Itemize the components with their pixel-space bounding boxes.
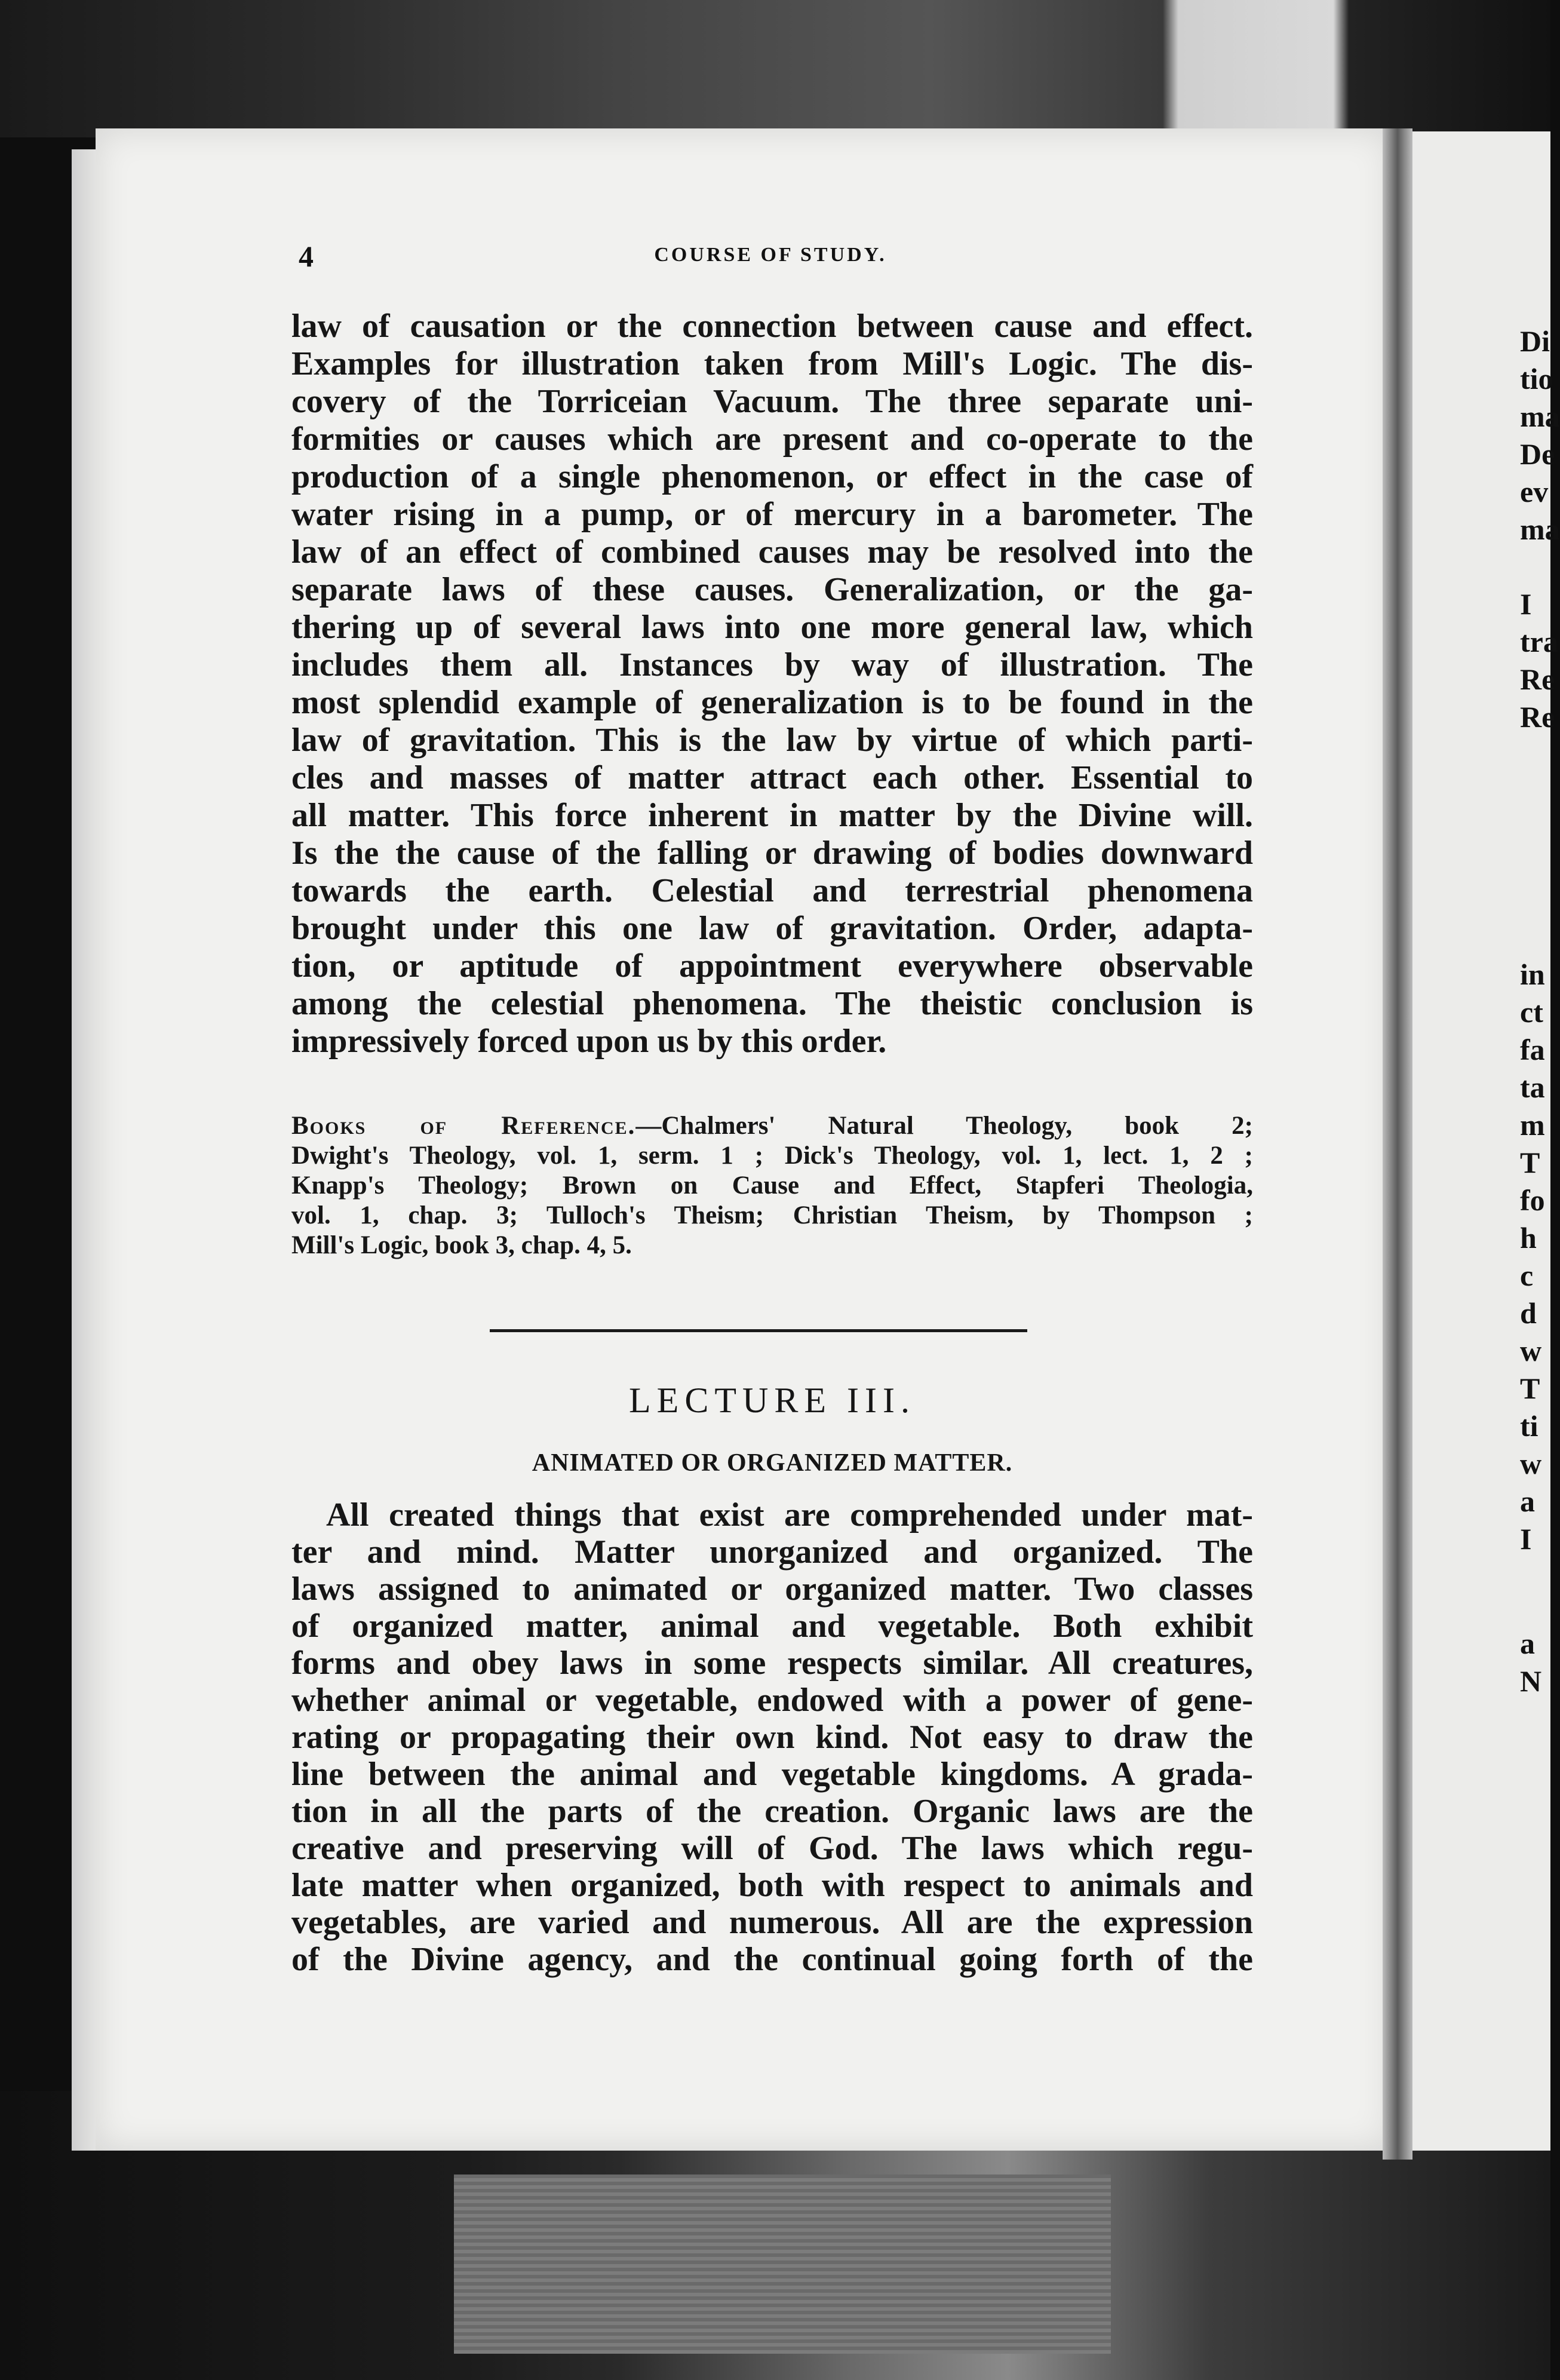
running-head: COURSE OF STUDY. bbox=[654, 244, 887, 266]
references-line: Dwight's Theology, vol. 1, serm. 1 ; Dick's Theology, vol. 1, lect. 1, 2 ; bbox=[291, 1142, 1253, 1170]
text-line: All created things that exist are comprehended under mat- bbox=[326, 1496, 1253, 1533]
next-page-fragment-bottom bbox=[1520, 1625, 1556, 1700]
fragment-text: ti bbox=[1520, 1409, 1538, 1443]
text-line: rating or propagating their own kind. Not easy to draw the bbox=[291, 1719, 1253, 1756]
fragment-text: T bbox=[1520, 1372, 1540, 1405]
text-line: creative and preserving will of God. The laws which regu- bbox=[291, 1830, 1253, 1867]
fragment-text: I bbox=[1520, 587, 1532, 621]
fragment-text: in bbox=[1520, 958, 1545, 991]
text-line: forms and obey laws in some respects similar. All creatures, bbox=[291, 1645, 1253, 1682]
section-divider bbox=[490, 1329, 1027, 1332]
book-gutter bbox=[1383, 128, 1412, 2160]
text-line: vegetables, are varied and numerous. All are the expression bbox=[291, 1904, 1253, 1941]
lecture-paragraph bbox=[291, 1496, 1253, 1978]
next-page-fragment-top bbox=[1520, 323, 1560, 548]
text-line: late matter when organized, both with respect to animals and bbox=[291, 1867, 1253, 1904]
references-line: vol. 1, chap. 3; Tulloch's Theism; Christian Theism, by Thompson ; bbox=[291, 1201, 1253, 1229]
fragment-text: m bbox=[1520, 1108, 1545, 1142]
text-line: water rising in a pump, or of mercury in a barometer. The bbox=[291, 496, 1253, 533]
scan-background-top bbox=[0, 0, 1550, 137]
fragment-text: d bbox=[1520, 1296, 1537, 1330]
fragment-text: fo bbox=[1520, 1183, 1545, 1217]
fragment-text: fa bbox=[1520, 1033, 1545, 1066]
next-page-fragment-middle bbox=[1520, 585, 1556, 736]
text-line: tion, or aptitude of appointment everywhere observable bbox=[291, 947, 1253, 984]
text-line: law of gravitation. This is the law by virtue of which parti- bbox=[291, 722, 1253, 759]
text-line: Is the the cause of the falling or drawing of bodies downward bbox=[291, 835, 1253, 872]
text-line: laws assigned to animated or organized matter. Two classes bbox=[291, 1571, 1253, 1608]
text-line: tion in all the parts of the creation. Organic laws are the bbox=[291, 1793, 1253, 1830]
scan-background-strip bbox=[454, 2174, 1111, 2354]
fragment-text: c bbox=[1520, 1259, 1534, 1292]
text-line: law of an effect of combined causes may be resolved into the bbox=[291, 533, 1253, 571]
text-line: towards the earth. Celestial and terrestrial phenomena bbox=[291, 872, 1253, 909]
text-line: of the Divine agency, and the continual going forth of the bbox=[291, 1941, 1253, 1978]
references-line: Mill's Logic, book 3, chap. 4, 5. bbox=[291, 1231, 632, 1259]
text-line: separate laws of these causes. Generalization, or the ga- bbox=[291, 571, 1253, 608]
text-line: law of causation or the connection between cause and effect. bbox=[291, 308, 1253, 345]
text-line: all matter. This force inherent in matter by the Divine will. bbox=[291, 797, 1253, 834]
text-line: line between the animal and vegetable kingdoms. A grada- bbox=[291, 1756, 1253, 1793]
lecture-title: LECTURE III. bbox=[629, 1381, 916, 1420]
text-line: cles and masses of matter attract each other. Essential to bbox=[291, 759, 1253, 796]
text-line: includes them all. Instances by way of illustration. The bbox=[291, 646, 1253, 683]
fragment-text: tra bbox=[1520, 625, 1558, 658]
text-line: covery of the Torriceian Vacuum. The three separate uni- bbox=[291, 383, 1253, 420]
page-header bbox=[299, 239, 1242, 275]
text-line: production of a single phenomenon, or effect in the case of bbox=[291, 458, 1253, 495]
text-line: most splendid example of generalization is to be found in the bbox=[291, 684, 1253, 721]
fragment-text: De bbox=[1520, 437, 1555, 471]
references-line: —Chalmers' Natural Theology, book 2; bbox=[635, 1112, 1253, 1140]
page-number: 4 bbox=[299, 240, 314, 273]
lecture-subtitle: ANIMATED OR ORGANIZED MATTER. bbox=[532, 1449, 1013, 1477]
references-block bbox=[291, 1111, 1253, 1260]
text-line: among the celestial phenomena. The theistic conclusion is bbox=[291, 985, 1253, 1022]
fragment-text: a bbox=[1520, 1627, 1535, 1660]
text-line: formities or causes which are present and co-operate to the bbox=[291, 421, 1253, 458]
fragment-text: h bbox=[1520, 1221, 1537, 1255]
fragment-text: tio bbox=[1520, 362, 1553, 395]
references-line: Knapp's Theology; Brown on Cause and Effect, Stapferi Theologia, bbox=[291, 1171, 1253, 1200]
fragment-text: a bbox=[1520, 1485, 1535, 1518]
text-line: Examples for illustration taken from Mill's Logic. The dis- bbox=[291, 345, 1253, 382]
fragment-text: w bbox=[1520, 1447, 1542, 1480]
next-page-fragment-lower bbox=[1520, 956, 1556, 1558]
body-paragraph bbox=[291, 308, 1253, 1060]
text-line: impressively forced upon us by this order. bbox=[291, 1023, 887, 1060]
fragment-text: w bbox=[1520, 1334, 1542, 1367]
fragment-text: Di bbox=[1520, 324, 1550, 358]
references-lead: Books of Reference. bbox=[291, 1112, 636, 1140]
text-line: ter and mind. Matter unorganized and organized. The bbox=[291, 1533, 1253, 1571]
text-line: brought under this one law of gravitation. Order, adapta- bbox=[291, 910, 1253, 947]
fragment-text: T bbox=[1520, 1146, 1540, 1179]
fragment-text: ma bbox=[1520, 400, 1560, 433]
fragment-text: ma bbox=[1520, 513, 1560, 546]
text-line: of organized matter, animal and vegetable. Both exhibit bbox=[291, 1608, 1253, 1645]
fragment-text: ct bbox=[1520, 995, 1543, 1029]
fragment-text: I bbox=[1520, 1522, 1532, 1556]
text-line: thering up of several laws into one more general law, which bbox=[291, 609, 1253, 646]
fragment-text: Re bbox=[1520, 700, 1555, 734]
fragment-text: ev bbox=[1520, 475, 1549, 508]
fragment-text: ta bbox=[1520, 1071, 1545, 1104]
fragment-text: N bbox=[1520, 1664, 1542, 1698]
fragment-text: Re bbox=[1520, 663, 1555, 696]
text-line: whether animal or vegetable, endowed with a power of gene- bbox=[291, 1682, 1253, 1719]
